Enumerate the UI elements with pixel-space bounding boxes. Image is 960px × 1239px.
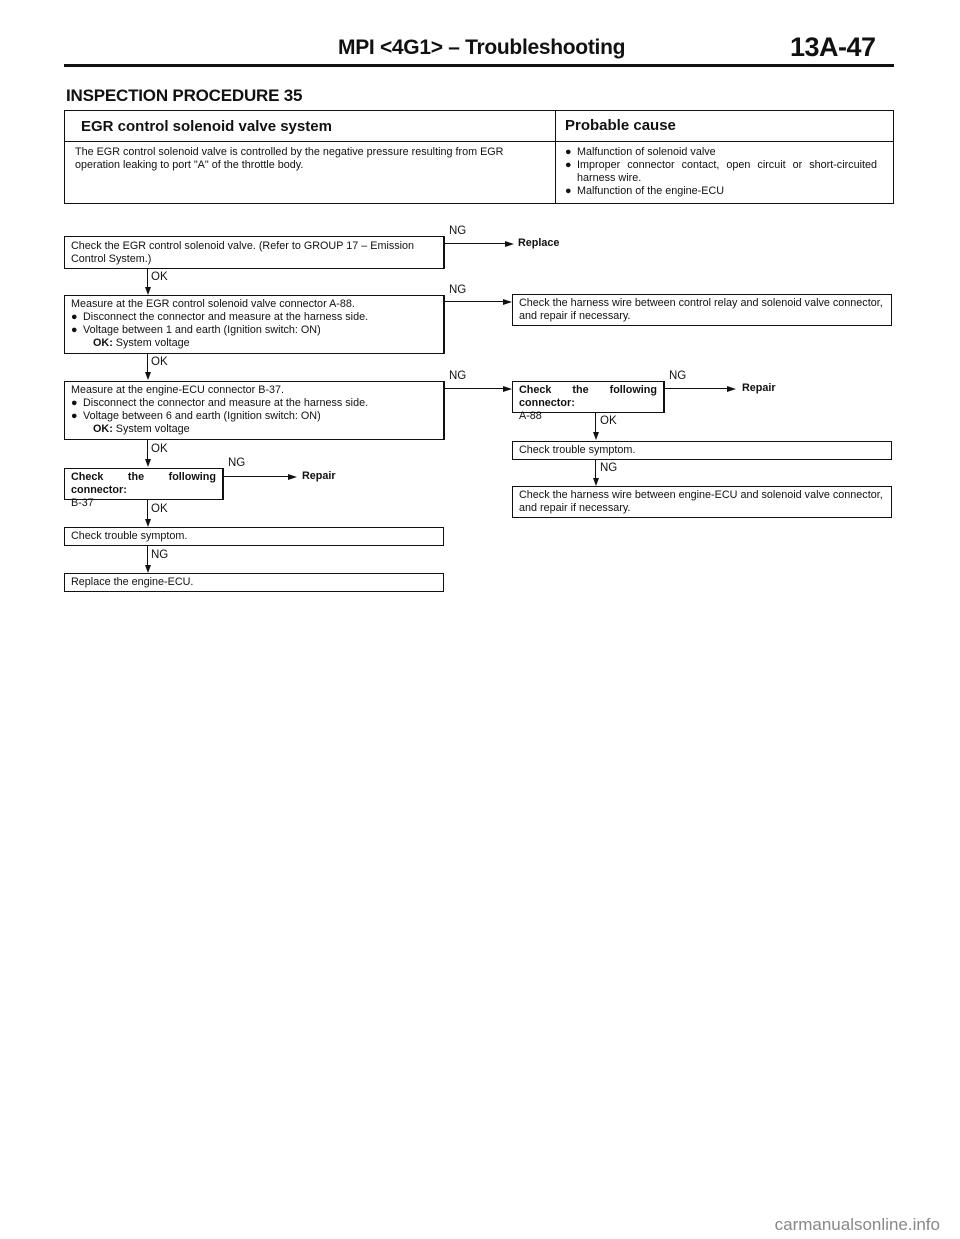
step3-box: [64, 381, 444, 440]
step2-ng-text: Check the harness wire between control relay and solenoid valve connector, and repair if necessary.: [519, 297, 883, 322]
page-header-title: MPI <4G1> – Troubleshooting: [338, 36, 626, 59]
cause-item: ● Malfunction of the engine-ECU: [565, 185, 725, 197]
step4-title: Check the following connector:: [71, 471, 216, 496]
step2-ng-label: NG: [449, 284, 467, 296]
footer-watermark: carmanualsonline.info: [774, 1215, 940, 1234]
step6-text: Replace the engine-ECU.: [71, 576, 194, 588]
step4-ng-label: NG: [228, 457, 246, 469]
step2-title: Measure at the EGR control solenoid valve connector A-88.: [71, 298, 355, 310]
ok-label-3: OK: [151, 443, 168, 455]
cause-table: [64, 110, 894, 204]
step1-ng-label: NG: [449, 225, 467, 237]
ok-label-b1: OK: [600, 415, 617, 427]
step6-box: [64, 573, 444, 592]
step3-ng-title: Check the following connector:: [519, 384, 657, 409]
step3-ng-ng-label: NG: [669, 370, 687, 382]
header-rule: [64, 64, 894, 67]
step1-box: [64, 236, 444, 269]
procedure-title: INSPECTION PROCEDURE 35: [66, 86, 303, 105]
ng-label-b2: NG: [600, 462, 618, 474]
step1-ng-action: Replace: [518, 237, 560, 249]
cause-item: ● Malfunction of solenoid valve: [565, 146, 716, 158]
step2-bullet: ● Disconnect the connector and measure at the harness side.: [71, 311, 369, 323]
step3-ng-connector: A-88: [519, 410, 542, 422]
step3-ng-ng-action: Repair: [742, 382, 776, 394]
step2-box: [64, 295, 444, 354]
step2-ok: OK: System voltage: [93, 337, 190, 349]
ok-label-2: OK: [151, 356, 168, 368]
step5-text: Check trouble symptom.: [71, 530, 188, 542]
step3-ng-ok-box: [512, 441, 892, 460]
ng-label-5: NG: [151, 549, 169, 561]
step3-ng-ok-ng-box: [512, 486, 892, 518]
ok-label-4: OK: [151, 503, 168, 515]
step3-ng-ok-ng-text: Check the harness wire between engine-ECU and solenoid valve connector, and repair if necessary.: [519, 489, 883, 514]
step3-ng-label: NG: [449, 370, 467, 382]
ok-label-1: OK: [151, 271, 168, 283]
step5-box: [64, 527, 444, 546]
step1-text: Check the EGR control solenoid valve. (Refer to GROUP 17 – Emission Control System.): [71, 240, 415, 265]
step4-ng-action: Repair: [302, 470, 336, 482]
cause-list: [565, 146, 885, 198]
table-description: The EGR control solenoid valve is controlled by the negative pressure resulting from EGR operation leaking to port "A" of the throttle body.: [75, 146, 504, 171]
step3-bullet: ● Voltage between 6 and earth (Ignition switch: ON): [71, 410, 321, 422]
step2-bullet: ● Voltage between 1 and earth (Ignition switch: ON): [71, 324, 321, 336]
cause-item: ● Improper connector contact, open circuit or short-circuited harness wire.: [565, 159, 877, 184]
step3-ng-ok-text: Check trouble symptom.: [519, 444, 636, 456]
step2-ng-box: [512, 294, 892, 326]
step4-connector: B-37: [71, 497, 94, 509]
table-left-heading: EGR control solenoid valve system: [81, 118, 332, 135]
step3-ok: OK: System voltage: [93, 423, 190, 435]
table-right-heading: Probable cause: [565, 117, 676, 134]
page-number: 13A-47: [790, 32, 876, 62]
step3-bullet: ● Disconnect the connector and measure at the harness side.: [71, 397, 369, 409]
step3-title: Measure at the engine-ECU connector B-37.: [71, 384, 285, 396]
